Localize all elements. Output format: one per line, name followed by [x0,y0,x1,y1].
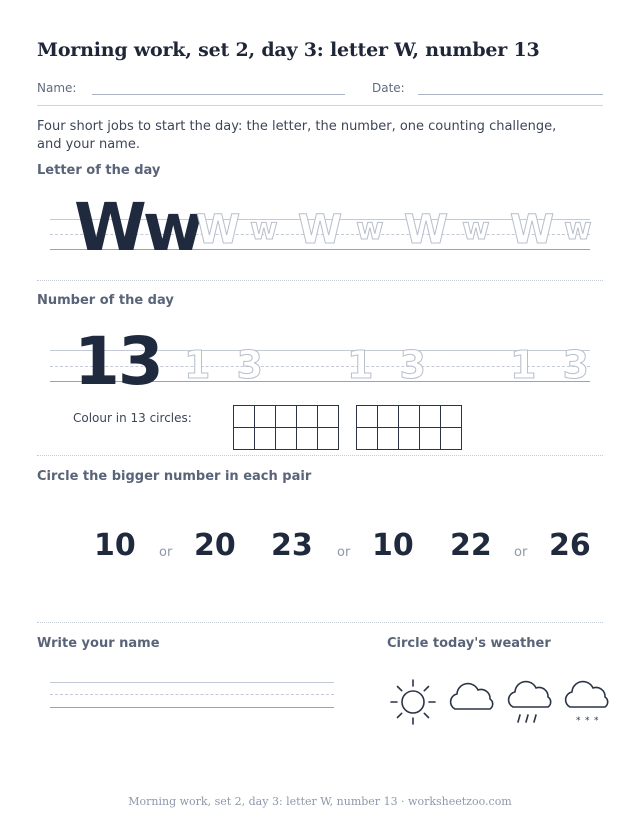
compare-section-title: Circle the bigger number in each pair [37,469,312,484]
frame-cell[interactable] [255,406,276,428]
name-guide-base[interactable] [50,707,334,708]
trace-letter[interactable]: w [356,212,384,247]
intro-text: Four short jobs to start the day: the letter, the number, one counting challenge, and your name. [37,119,557,152]
or-label: or [159,545,173,560]
trace-letter[interactable]: w [564,212,592,247]
svg-text:*: * [585,716,590,726]
number-section-title: Number of the day [37,293,174,308]
trace-letter[interactable]: W [196,207,241,253]
frame-cell[interactable] [399,428,420,450]
rain-icon[interactable] [503,675,557,729]
model-letter: Ww [74,189,200,266]
trace-letter[interactable]: W [404,207,449,253]
snow-icon[interactable] [562,675,616,729]
trace-letter[interactable]: w [462,212,490,247]
frame-cell[interactable] [441,428,462,450]
cloud-icon[interactable] [445,675,497,729]
pair-number-b[interactable]: 26 [549,528,591,563]
frame-cell[interactable] [357,428,378,450]
colour-instruction: Colour in 13 circles: [73,411,192,425]
section-divider [37,455,603,456]
frame-cell[interactable] [318,406,339,428]
trace-letter[interactable]: W [510,207,555,253]
svg-text:*: * [576,716,581,726]
frame-cell[interactable] [399,406,420,428]
weather-section-title: Circle today's weather [387,636,551,651]
frame-cell[interactable] [276,406,297,428]
frame-cell[interactable] [255,428,276,450]
date-label: Date: [372,81,405,95]
section-divider [37,280,603,281]
or-label: or [514,545,528,560]
name-section-title: Write your name [37,636,160,651]
frame-cell[interactable] [378,428,399,450]
frame-cell[interactable] [420,428,441,450]
frame-cell[interactable] [297,428,318,450]
date-field-line[interactable] [418,94,603,95]
ten-frame[interactable] [233,405,339,450]
section-divider [37,622,603,623]
sun-icon[interactable] [386,675,440,729]
pair-number-b[interactable]: 10 [372,528,414,563]
letter-trace-row[interactable] [196,205,606,255]
frame-cell[interactable] [234,428,255,450]
frame-cell[interactable] [378,406,399,428]
pair-number-b[interactable]: 20 [194,528,236,563]
pair-number-a[interactable]: 22 [450,528,492,563]
frame-cell[interactable] [234,406,255,428]
ten-frame[interactable] [356,405,462,450]
pair-number-a[interactable]: 10 [94,528,136,563]
name-guide-top[interactable] [50,682,334,683]
header-divider [37,105,603,106]
trace-number[interactable]: 13 [510,343,615,387]
footer-text: Morning work, set 2, day 3: letter W, number 13 · worksheetzoo.com [128,795,512,808]
trace-number[interactable]: 13 [184,343,289,387]
letter-section-title: Letter of the day [37,163,161,178]
frame-cell[interactable] [276,428,297,450]
trace-letter[interactable]: W [298,207,343,253]
or-label: or [337,545,351,560]
name-guide-mid[interactable] [50,694,334,695]
frame-cell[interactable] [420,406,441,428]
svg-text:*: * [594,716,599,726]
trace-letter[interactable]: w [250,212,278,247]
name-label: Name: [37,81,77,95]
page-title: Morning work, set 2, day 3: letter W, number 13 [37,39,540,61]
frame-cell[interactable] [318,428,339,450]
trace-number[interactable]: 13 [347,343,452,387]
frame-cell[interactable] [441,406,462,428]
frame-cell[interactable] [297,406,318,428]
model-number: 13 [74,323,162,400]
pair-number-a[interactable]: 23 [271,528,313,563]
name-field-line[interactable] [92,94,345,95]
frame-cell[interactable] [357,406,378,428]
